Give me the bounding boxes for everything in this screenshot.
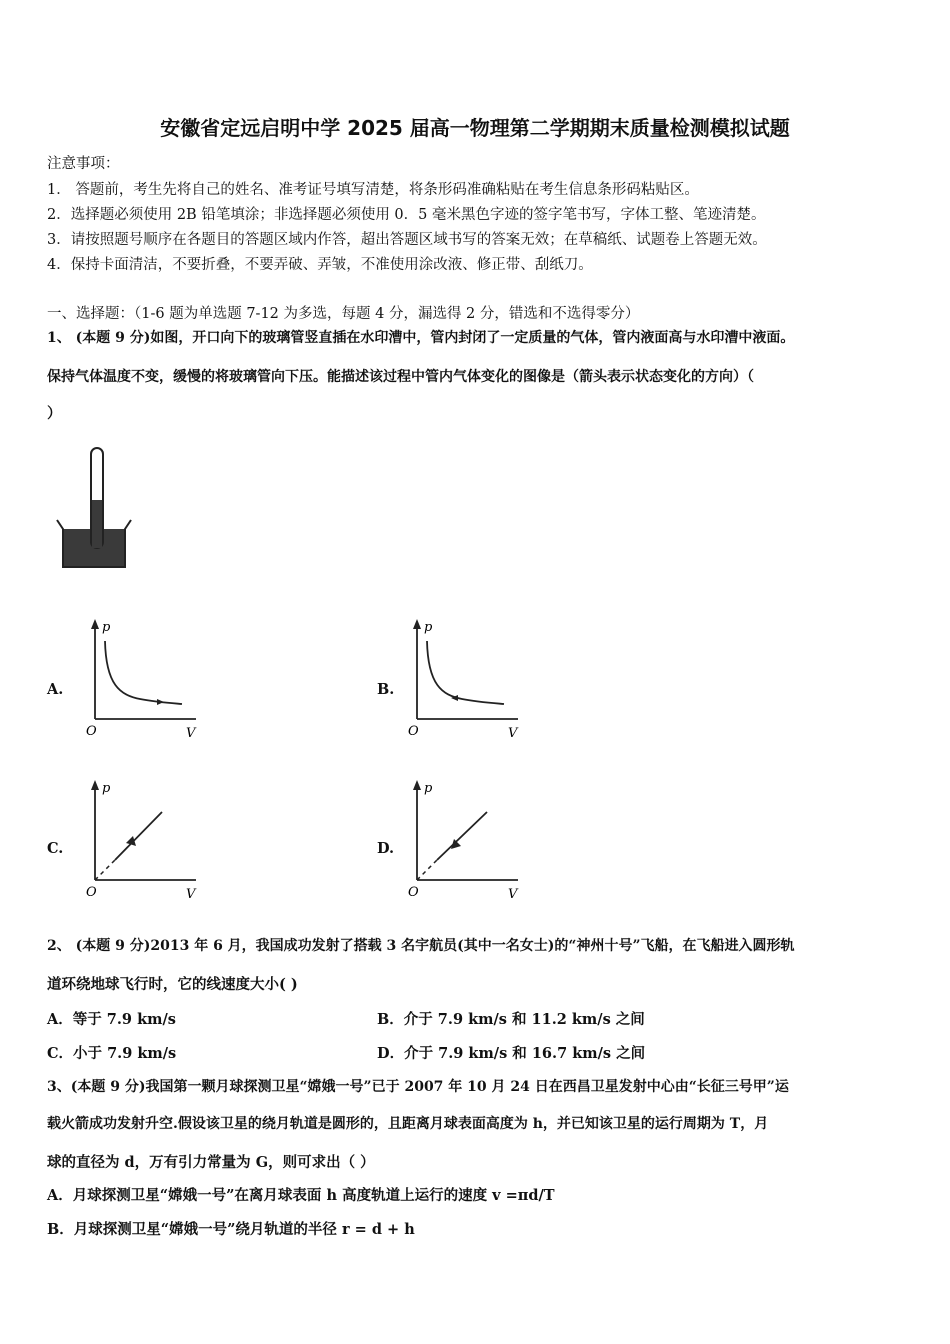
axis-origin-label: O [408, 885, 419, 900]
q3-option-a[interactable]: A．月球探测卫星“嫦娥一号”在离月球表面 h 高度轨道上运行的速度 v =πd/T [47, 1187, 555, 1204]
section-heading: 一、选择题：（1-6 题为单选题 7-12 为多选，每题 4 分，漏选得 2 分，错选和不选得零分） [47, 306, 640, 322]
arrow-down-left [126, 836, 136, 846]
option-d-label[interactable]: D. [377, 840, 395, 857]
notice-item: 2．选择题必须使用 2B 铅笔填涂；非选择题必须使用 0．5 毫米黑色字迹的签字笔书写，字体工整、笔迹清楚。 [47, 207, 766, 223]
q3-option-b[interactable]: B．月球探测卫星“嫦娥一号”绕月轨道的半径 r = d + h [47, 1221, 415, 1238]
option-b-label[interactable]: B. [377, 681, 395, 698]
axis-origin-label: O [408, 724, 419, 739]
option-a-label[interactable]: A. [47, 681, 64, 698]
proportional-line [437, 812, 487, 860]
q2-option-b[interactable]: B．介于 7.9 km/s 和 11.2 km/s 之间 [377, 1011, 645, 1028]
axis-p-label: p [424, 781, 433, 796]
q1-line1: 1、 (本题 9 分)如图，开口向下的玻璃管竖直插在水印漕中，管内封闭了一定质量的气体，管内液面高与水印漕中液面。 [47, 330, 795, 346]
arrow-up-right [451, 839, 461, 849]
q3-line2: 载火箭成功发射升空.假设该卫星的绕月轨道是圆形的，且距离月球表面高度为 h，并已知该卫星的运行周期为 T，月 [47, 1116, 769, 1132]
axis-origin-label: O [86, 885, 97, 900]
arrow-right [157, 699, 164, 705]
graph-b[interactable] [402, 615, 532, 745]
dashed-extension [417, 860, 437, 880]
graph-a[interactable] [80, 615, 210, 745]
axis-v-label: V [186, 726, 196, 741]
dashed-extension [95, 860, 115, 880]
page-title: 安徽省定远启明中学 2025 届高一物理第二学期期末质量检测模拟试题 [160, 116, 790, 140]
q1-line3: ） [47, 405, 62, 422]
isotherm-curve [427, 641, 504, 704]
axis-p-label: p [424, 620, 433, 635]
graph-c[interactable] [80, 776, 210, 906]
q3-line3: 球的直径为 d，万有引力常量为 G，则可求出（ ） [47, 1154, 375, 1171]
q2-option-c[interactable]: C．小于 7.9 km/s [47, 1045, 177, 1062]
q3-line1: 3、(本题 9 分)我国第一颗月球探测卫星“嫦娥一号”已于 2007 年 10 月 24 日在西昌卫星发射中心由“长征三号甲”运 [47, 1079, 789, 1095]
option-c-label[interactable]: C. [47, 840, 64, 857]
axis-v-label: V [508, 887, 518, 902]
graph-d[interactable] [402, 776, 532, 906]
q2-line2: 道环绕地球飞行时，它的线速度大小( ) [47, 976, 298, 993]
q2-option-a[interactable]: A．等于 7.9 km/s [47, 1011, 176, 1028]
notice-item: 4．保持卡面清洁，不要折叠，不要弄破、弄皱，不准使用涂改液、修正带、刮纸刀。 [47, 257, 593, 273]
proportional-line [115, 812, 162, 860]
isotherm-curve [105, 641, 182, 704]
q1-line2: 保持气体温度不变，缓慢的将玻璃管向下压。能描述该过程中管内气体变化的图像是（箭头表示状态变化的方向）（ [47, 369, 754, 385]
tube-trough-figure [55, 440, 145, 575]
axis-v-label: V [508, 726, 518, 741]
axis-p-label: p [102, 620, 111, 635]
q2-line1: 2、 (本题 9 分)2013 年 6 月，我国成功发射了搭载 3 名宇航员(其中一名女士)的“神州十号”飞船，在飞船进入圆形轨 [47, 938, 795, 954]
notice-item: 3．请按照题号顺序在各题目的答题区域内作答，超出答题区域书写的答案无效；在草稿纸、试题卷上答题无效。 [47, 232, 767, 248]
axis-origin-label: O [86, 724, 97, 739]
notice-heading: 注意事项： [47, 156, 120, 172]
axis-p-label: p [102, 781, 111, 796]
axis-v-label: V [186, 887, 196, 902]
notice-item: 1． 答题前，考生先将自己的姓名、准考证号填写清楚，将条形码准确粘贴在考生信息条形码粘贴区。 [47, 182, 699, 198]
q2-option-d[interactable]: D．介于 7.9 km/s 和 16.7 km/s 之间 [377, 1045, 646, 1062]
tube-liquid [92, 500, 102, 548]
